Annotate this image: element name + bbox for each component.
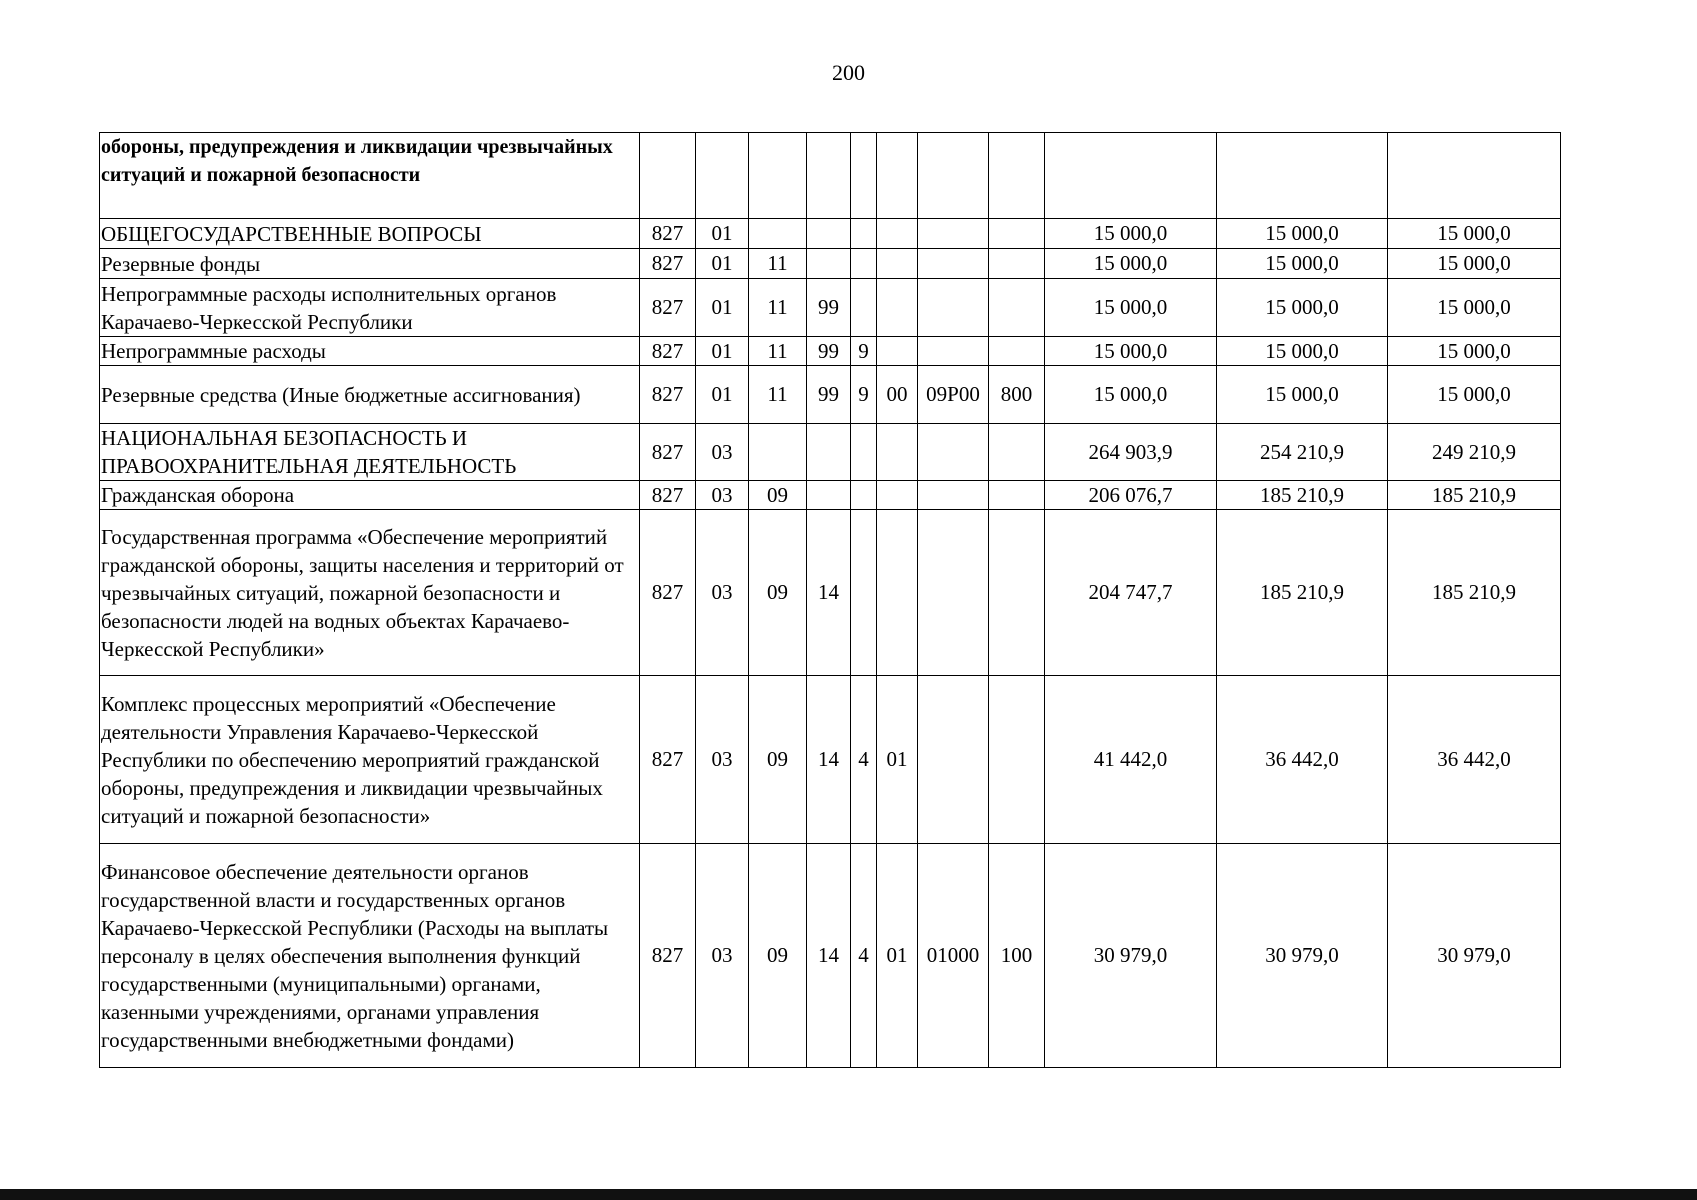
section-code: 03 [696, 844, 749, 1068]
row-name: Государственная программа «Обеспечение мероприятий гражданской обороны, защиты населения и территорий от чрезвычайных ситуаций, пожарной безопасности и безопасности людей на водных объектах Карачаево-Черкесской Республики» [100, 510, 640, 676]
table-row [100, 676, 1561, 844]
admin-code: 827 [640, 844, 696, 1068]
table-row [100, 279, 1561, 337]
table-row [100, 133, 1561, 219]
amount-year-2: 254 210,9 [1217, 424, 1388, 481]
admin-code: 827 [640, 510, 696, 676]
section-code: 01 [696, 337, 749, 366]
amount-year-2: 185 210,9 [1217, 510, 1388, 676]
subprogram-code [851, 510, 877, 676]
expense-type-code [989, 676, 1045, 844]
amount-year-1: 204 747,7 [1045, 510, 1217, 676]
row-name: Непрограммные расходы исполнительных органов Карачаево-Черкесской Республики [100, 279, 640, 337]
section-code: 01 [696, 249, 749, 279]
admin-code: 827 [640, 249, 696, 279]
amount-year-3: 30 979,0 [1388, 844, 1561, 1068]
subprogram-code: 9 [851, 366, 877, 424]
subsection-code: 09 [749, 481, 807, 510]
direction-code [918, 249, 989, 279]
amount-year-1: 206 076,7 [1045, 481, 1217, 510]
expense-type-code [989, 279, 1045, 337]
amount-year-3: 15 000,0 [1388, 366, 1561, 424]
admin-code: 827 [640, 337, 696, 366]
admin-code [640, 133, 696, 219]
row-name: ОБЩЕГОСУДАРСТВЕННЫЕ ВОПРОСЫ [100, 219, 640, 249]
subprogram-code [851, 133, 877, 219]
amount-year-3: 15 000,0 [1388, 337, 1561, 366]
section-code: 01 [696, 219, 749, 249]
amount-year-3: 15 000,0 [1388, 249, 1561, 279]
table-row [100, 366, 1561, 424]
amount-year-3: 185 210,9 [1388, 510, 1561, 676]
subprogram-code [851, 249, 877, 279]
main-event-code [877, 481, 918, 510]
amount-year-2: 30 979,0 [1217, 844, 1388, 1068]
subsection-code: 11 [749, 366, 807, 424]
amount-year-1 [1045, 133, 1217, 219]
subsection-code [749, 219, 807, 249]
amount-year-1: 15 000,0 [1045, 366, 1217, 424]
subprogram-code [851, 424, 877, 481]
main-event-code: 01 [877, 676, 918, 844]
direction-code: 01000 [918, 844, 989, 1068]
main-event-code [877, 133, 918, 219]
subsection-code: 11 [749, 279, 807, 337]
row-name: Непрограммные расходы [100, 337, 640, 366]
expense-type-code: 800 [989, 366, 1045, 424]
table-row [100, 424, 1561, 481]
program-code [807, 219, 851, 249]
program-code: 99 [807, 337, 851, 366]
amount-year-3: 15 000,0 [1388, 279, 1561, 337]
section-code: 03 [696, 481, 749, 510]
expense-type-code [989, 249, 1045, 279]
program-code [807, 249, 851, 279]
amount-year-3: 15 000,0 [1388, 219, 1561, 249]
direction-code [918, 219, 989, 249]
table-row [100, 219, 1561, 249]
table-body [100, 133, 1561, 1068]
subsection-code: 09 [749, 676, 807, 844]
direction-code [918, 510, 989, 676]
table-row [100, 249, 1561, 279]
main-event-code: 00 [877, 366, 918, 424]
main-event-code [877, 510, 918, 676]
admin-code: 827 [640, 279, 696, 337]
program-code: 99 [807, 279, 851, 337]
subprogram-code: 4 [851, 676, 877, 844]
amount-year-2: 15 000,0 [1217, 337, 1388, 366]
page-number: 200 [832, 60, 865, 85]
main-event-code [877, 337, 918, 366]
amount-year-3: 36 442,0 [1388, 676, 1561, 844]
table-row [100, 337, 1561, 366]
expense-type-code [989, 481, 1045, 510]
direction-code [918, 337, 989, 366]
direction-code [918, 279, 989, 337]
row-name: Резервные фонды [100, 249, 640, 279]
subsection-code [749, 133, 807, 219]
subsection-code: 11 [749, 337, 807, 366]
direction-code: 09P00 [918, 366, 989, 424]
admin-code: 827 [640, 424, 696, 481]
program-code: 99 [807, 366, 851, 424]
budget-table [99, 132, 1561, 1068]
expense-type-code [989, 133, 1045, 219]
expense-type-code: 100 [989, 844, 1045, 1068]
expense-type-code [989, 424, 1045, 481]
expense-type-code [989, 219, 1045, 249]
row-name: Финансовое обеспечение деятельности органов государственной власти и государственных органов Карачаево-Черкесской Республики (Расходы на выплаты персоналу в целях обеспечения выполнения функций государственными (муниципальными) органами, казенными учреждениями, органами управления государственными внебюджетными фондами) [100, 844, 640, 1068]
expense-type-code [989, 510, 1045, 676]
admin-code: 827 [640, 219, 696, 249]
section-code: 03 [696, 676, 749, 844]
subprogram-code: 9 [851, 337, 877, 366]
section-code: 03 [696, 510, 749, 676]
expense-type-code [989, 337, 1045, 366]
main-event-code [877, 249, 918, 279]
direction-code [918, 676, 989, 844]
amount-year-1: 15 000,0 [1045, 219, 1217, 249]
program-code: 14 [807, 510, 851, 676]
section-code: 01 [696, 279, 749, 337]
amount-year-1: 264 903,9 [1045, 424, 1217, 481]
row-name: Гражданская оборона [100, 481, 640, 510]
subsection-code: 09 [749, 844, 807, 1068]
program-code: 14 [807, 844, 851, 1068]
amount-year-2: 15 000,0 [1217, 279, 1388, 337]
main-event-code [877, 424, 918, 481]
direction-code [918, 424, 989, 481]
row-name: НАЦИОНАЛЬНАЯ БЕЗОПАСНОСТЬ И ПРАВООХРАНИТЕЛЬНАЯ ДЕЯТЕЛЬНОСТЬ [100, 424, 640, 481]
row-name: Комплекс процессных мероприятий «Обеспечение деятельности Управления Карачаево-Черкесской Республики по обеспечению мероприятий гражданской обороны, предупреждения и ликвидации чрезвычайных ситуаций и пожарной безопасности» [100, 676, 640, 844]
amount-year-2: 15 000,0 [1217, 249, 1388, 279]
amount-year-1: 41 442,0 [1045, 676, 1217, 844]
program-code: 14 [807, 676, 851, 844]
subsection-code: 09 [749, 510, 807, 676]
main-event-code [877, 279, 918, 337]
subprogram-code [851, 279, 877, 337]
program-code [807, 481, 851, 510]
amount-year-1: 15 000,0 [1045, 249, 1217, 279]
subprogram-code: 4 [851, 844, 877, 1068]
amount-year-2: 15 000,0 [1217, 219, 1388, 249]
subprogram-code [851, 219, 877, 249]
bottom-border-bar [0, 1189, 1697, 1200]
amount-year-2: 15 000,0 [1217, 366, 1388, 424]
amount-year-3: 185 210,9 [1388, 481, 1561, 510]
admin-code: 827 [640, 366, 696, 424]
table-row [100, 510, 1561, 676]
section-code: 01 [696, 366, 749, 424]
subsection-code: 11 [749, 249, 807, 279]
section-code: 03 [696, 424, 749, 481]
subsection-code [749, 424, 807, 481]
amount-year-1: 15 000,0 [1045, 337, 1217, 366]
table-row [100, 481, 1561, 510]
program-code [807, 133, 851, 219]
main-event-code [877, 219, 918, 249]
direction-code [918, 133, 989, 219]
row-name: обороны, предупреждения и ликвидации чрезвычайных ситуаций и пожарной безопасности [100, 133, 640, 219]
main-event-code: 01 [877, 844, 918, 1068]
amount-year-2: 36 442,0 [1217, 676, 1388, 844]
amount-year-1: 15 000,0 [1045, 279, 1217, 337]
amount-year-3: 249 210,9 [1388, 424, 1561, 481]
amount-year-1: 30 979,0 [1045, 844, 1217, 1068]
amount-year-2 [1217, 133, 1388, 219]
amount-year-2: 185 210,9 [1217, 481, 1388, 510]
amount-year-3 [1388, 133, 1561, 219]
table-row [100, 844, 1561, 1068]
subprogram-code [851, 481, 877, 510]
row-name: Резервные средства (Иные бюджетные ассигнования) [100, 366, 640, 424]
admin-code: 827 [640, 481, 696, 510]
program-code [807, 424, 851, 481]
admin-code: 827 [640, 676, 696, 844]
direction-code [918, 481, 989, 510]
section-code [696, 133, 749, 219]
